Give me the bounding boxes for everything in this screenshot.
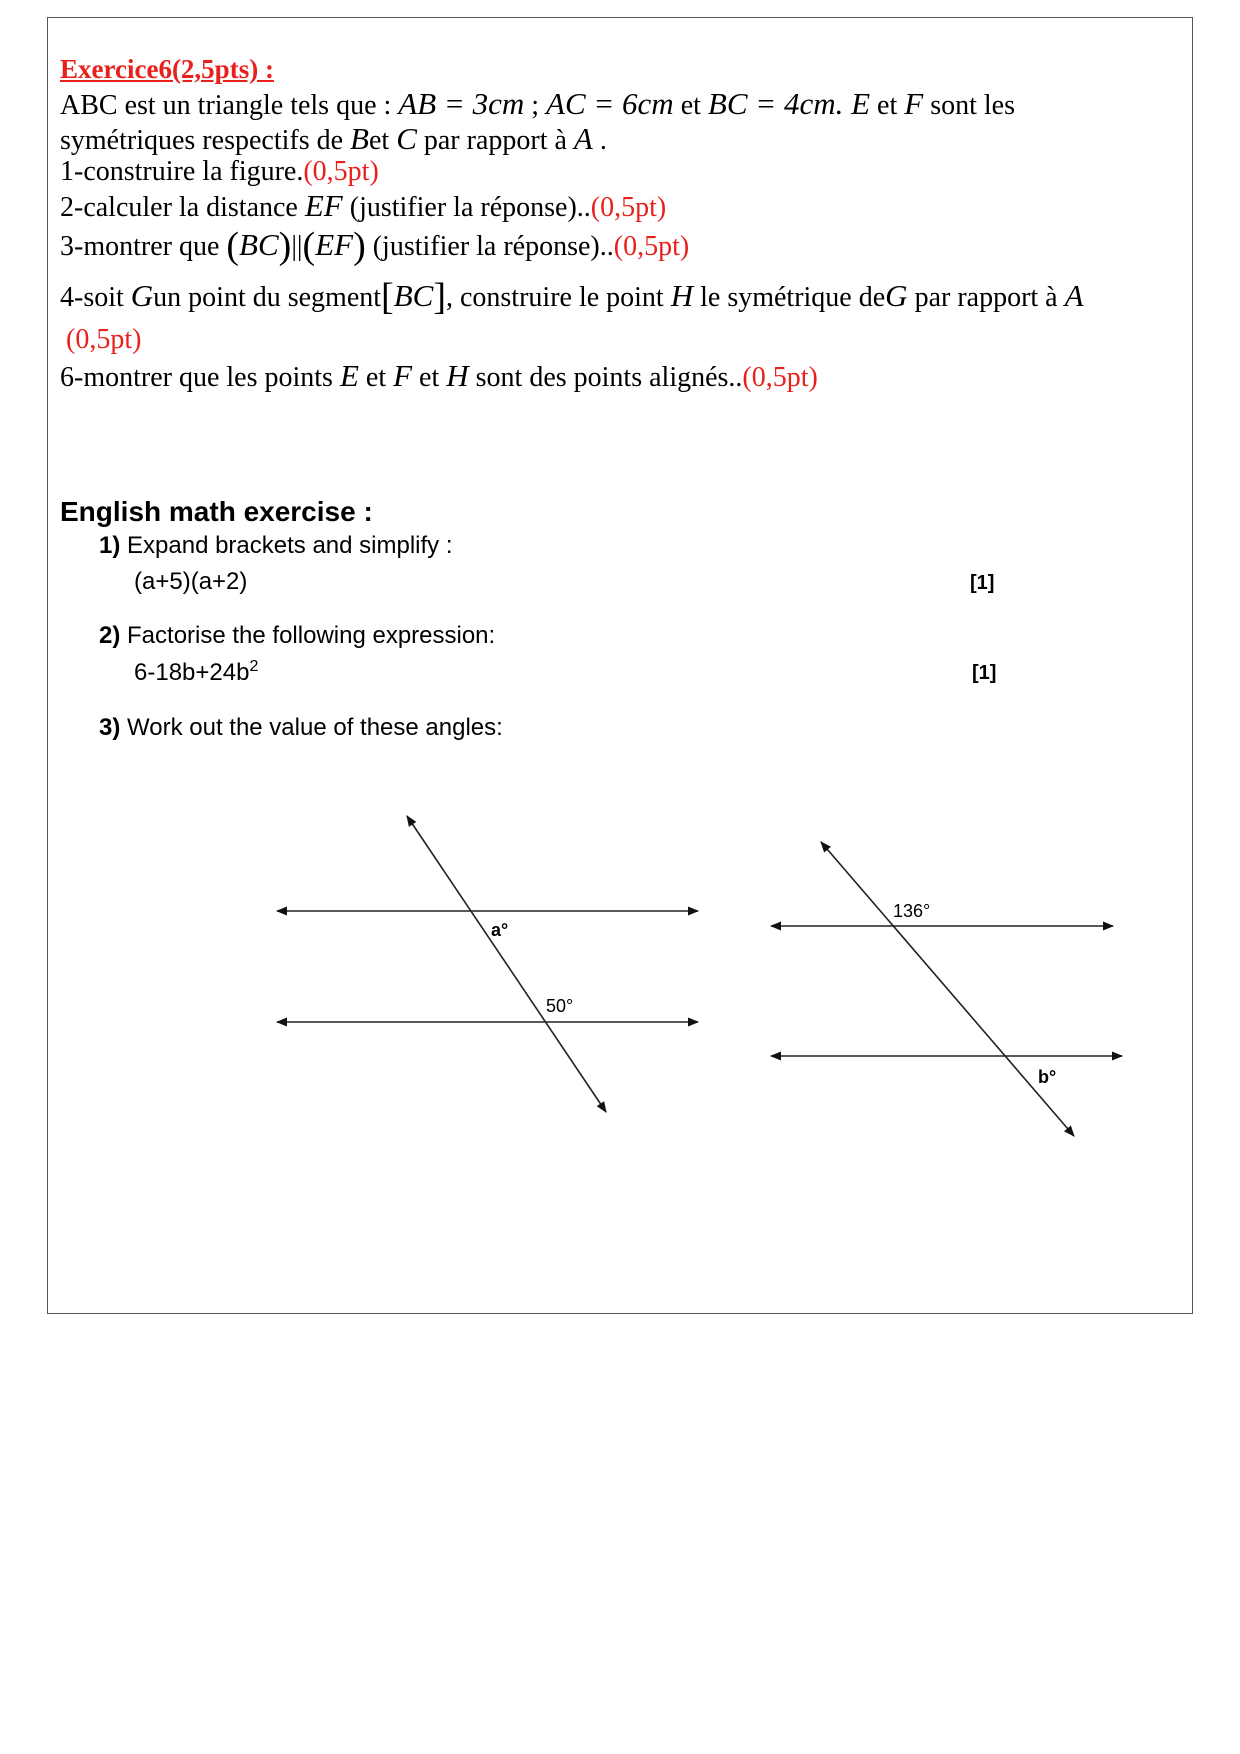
point-f: F xyxy=(904,86,924,121)
fig1-label-50: 50° xyxy=(546,996,574,1016)
point-e: E xyxy=(851,86,871,121)
q6-et1: et xyxy=(358,362,394,393)
q1-text: 1-construire la figure. xyxy=(60,156,304,187)
q6-f: F xyxy=(393,358,413,393)
q3-close1: ) xyxy=(278,225,292,267)
q2-marks: [1] xyxy=(972,662,997,684)
q6-suffix: sont des points alignés.. xyxy=(468,362,743,393)
line1-prefix: ABC est un triangle tels que : xyxy=(60,90,399,121)
point-a: A xyxy=(573,121,593,156)
q1-expression: (a+5)(a+2) xyxy=(134,568,248,595)
fig2-label-136: 136° xyxy=(893,901,931,921)
line2-prefix: symétriques respectifs de xyxy=(60,125,351,156)
q1-number: 1) xyxy=(99,532,121,559)
q3-suffix: (justifier la réponse).. xyxy=(365,231,614,262)
q4-open: [ xyxy=(381,276,394,318)
figure-2 xyxy=(771,842,1122,1136)
q1-instruction: Expand brackets and simplify : xyxy=(127,532,453,559)
q6-et2: et xyxy=(412,362,447,393)
q3-points: (0,5pt) xyxy=(613,231,690,262)
point-b: B xyxy=(350,121,369,156)
q6-text: 6-montrer que les points xyxy=(60,362,340,393)
q2-number: 2) xyxy=(99,622,121,649)
q3-close2: ) xyxy=(353,225,366,267)
line1-dot: . xyxy=(835,86,852,121)
q3-open2: ( xyxy=(302,225,316,267)
line1-et2: et xyxy=(870,90,905,121)
figure-1 xyxy=(277,816,698,1112)
q2-exponent: 2 xyxy=(249,658,259,675)
q1-marks: [1] xyxy=(970,572,995,594)
fig2-transversal xyxy=(821,842,1074,1136)
q1-points: (0,5pt) xyxy=(303,156,379,187)
line1-sep: ; xyxy=(524,90,547,121)
line1-et1: et xyxy=(673,90,708,121)
q3-text: 3-montrer que xyxy=(60,231,227,262)
q3-ef: EF xyxy=(315,227,354,262)
exercise6-title: Exercice6(2,5pts) : xyxy=(60,54,274,84)
q6-h: H xyxy=(446,358,469,393)
q4-bc: BC xyxy=(393,278,434,313)
q3-number: 3) xyxy=(99,714,121,741)
q4-mid3: le symétrique de xyxy=(693,282,886,313)
ac-length: AC = 6cm xyxy=(546,86,674,121)
bc-length: BC = 4cm xyxy=(707,86,836,121)
q2-text: 2-calculer la distance xyxy=(60,192,305,223)
q3-instruction: Work out the value of these angles: xyxy=(127,714,503,741)
q4-h: H xyxy=(670,278,694,313)
q4-mid1: un point du segment xyxy=(153,282,382,313)
q2-var: EF xyxy=(304,188,343,223)
line1-suffix: sont les xyxy=(923,90,1015,121)
q3-open1: ( xyxy=(226,225,240,267)
english-title: English math exercise : xyxy=(60,496,373,527)
fig2-label-b: b° xyxy=(1038,1067,1057,1087)
ab-length: AB = 3cm xyxy=(398,86,525,121)
q3-bc: BC xyxy=(239,227,279,262)
q4-g2: G xyxy=(885,278,908,313)
point-c: C xyxy=(396,121,417,156)
line2-suffix: . xyxy=(592,125,607,156)
q6-points: (0,5pt) xyxy=(742,362,818,393)
q4-points: (0,5pt) xyxy=(66,324,142,355)
q4-a: A xyxy=(1064,278,1084,313)
q2-instruction: Factorise the following expression: xyxy=(127,622,496,649)
q4-mid2: , construire le point xyxy=(445,282,671,313)
fig1-label-a: a° xyxy=(491,920,509,940)
line2-mid: par rapport à xyxy=(416,125,574,156)
q4-g: G xyxy=(130,278,154,313)
q4-close: ] xyxy=(433,276,446,318)
q4-text: 4-soit xyxy=(60,282,131,313)
q2-points: (0,5pt) xyxy=(590,192,667,223)
q6-e: E xyxy=(339,358,359,393)
line2-et: et xyxy=(368,125,397,156)
q3-parallel: || xyxy=(291,231,303,262)
fig1-transversal xyxy=(407,816,606,1112)
q2-suffix: (justifier la réponse).. xyxy=(342,192,591,223)
q2-expr-base: 6-18b+24b xyxy=(134,659,250,686)
q4-mid4: par rapport à xyxy=(907,282,1065,313)
